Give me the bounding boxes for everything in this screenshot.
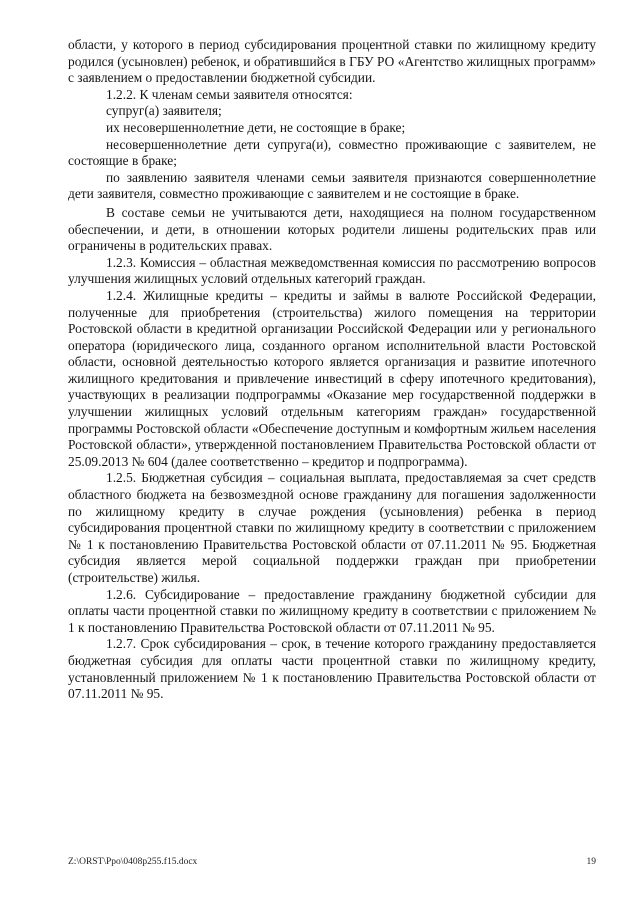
document-body	[68, 37, 596, 703]
paragraph-1-2-2: 1.2.2. К членам семьи заявителя относятся:	[106, 86, 353, 102]
paragraph-1-2-5: 1.2.5. Бюджетная субсидия – социальная выплата, предоставляемая за счет средств областного бюджета на безвозмездной основе гражданину для погашения задолженности по жилищному кредиту в случае рождения (усыновления) ребенка в период субсидирования процентной ставки по жилищному кредиту в соответствии с приложением № 1 к постановлению Правительства Ростовской области от 07.11.2011 № 95. Бюджетная субсидия является мерой социальной поддержки граждан при приобретении (строительстве) жилья.	[68, 470, 596, 585]
footer-file-path: Z:\ORST\Ppo\0408p255.f15.docx	[68, 857, 198, 867]
paragraph-adult-children: по заявлению заявителя членами семьи заявителя признаются совершеннолетние дети заявителя, совместно проживающие с заявителем и не состоящие в браке.	[68, 169, 596, 202]
paragraph-1-2-7: 1.2.7. Срок субсидирования – срок, в течение которого гражданину предоставляется бюджетная субсидия для оплаты части процентной ставки по жилищному кредиту, установленный приложением № 1 к постановлению Правительства Ростовской области от 07.11.2011 № 95.	[68, 636, 596, 702]
paragraph-1-2-4: 1.2.4. Жилищные кредиты – кредиты и займы в валюте Российской Федерации, полученные для приобретения (строительства) жилого помещения на территории Ростовской области в кредитной организации Российской Федерации или у регионального оператора (юридического лица, созданного органом исполнительной власти Ростовской области, основной деятельностью которого является организация и развитие ипотечного жилищного кредитования и привлечение инвестиций в сферу ипотечного кредитования), участвующих в реализации подпрограммы «Оказание мер государственной поддержки в улучшении жилищных условий отдельным категориям граждан» государственной программы Ростовской области «Обеспечение доступным и комфортным жильем населения Ростовской области», утвержденной постановлением Правительства Ростовской области от 25.09.2013 № 604 (далее соответственно – кредитор и подпрограмма).	[68, 287, 596, 469]
paragraph-minor-children: их несовершеннолетние дети, не состоящие в браке;	[106, 119, 406, 135]
footer-page-number: 19	[586, 857, 596, 867]
paragraph-intro: области, у которого в период субсидирования процентной ставки по жилищному кредиту родился (усыновлен) ребенок, и обратившийся в ГБУ РО «Агентство жилищных программ» с заявлением о предоставлении бюджетной субсидии.	[68, 37, 596, 86]
paragraph-spouse-children: несовершеннолетние дети супруга(и), совместно проживающие с заявителем, не состоящие в браке;	[68, 136, 596, 169]
paragraph-excluded-children: В составе семьи не учитываются дети, находящиеся на полном государственном обеспечении, и дети, в отношении которых родители лишены родительских прав или ограничены в родительских правах.	[68, 204, 596, 254]
paragraph-spouse: супруг(а) заявителя;	[106, 103, 222, 119]
paragraph-1-2-6: 1.2.6. Субсидирование – предоставление гражданину бюджетной субсидии для оплаты части процентной ставки по жилищному кредиту в соответствии с приложением № 1 к постановлению Правительства Ростовской области от 07.11.2011 № 95.	[68, 586, 596, 635]
paragraph-1-2-3: 1.2.3. Комиссия – областная межведомственная комиссия по рассмотрению вопросов улучшения жилищных условий отдельных категорий граждан.	[68, 254, 596, 287]
